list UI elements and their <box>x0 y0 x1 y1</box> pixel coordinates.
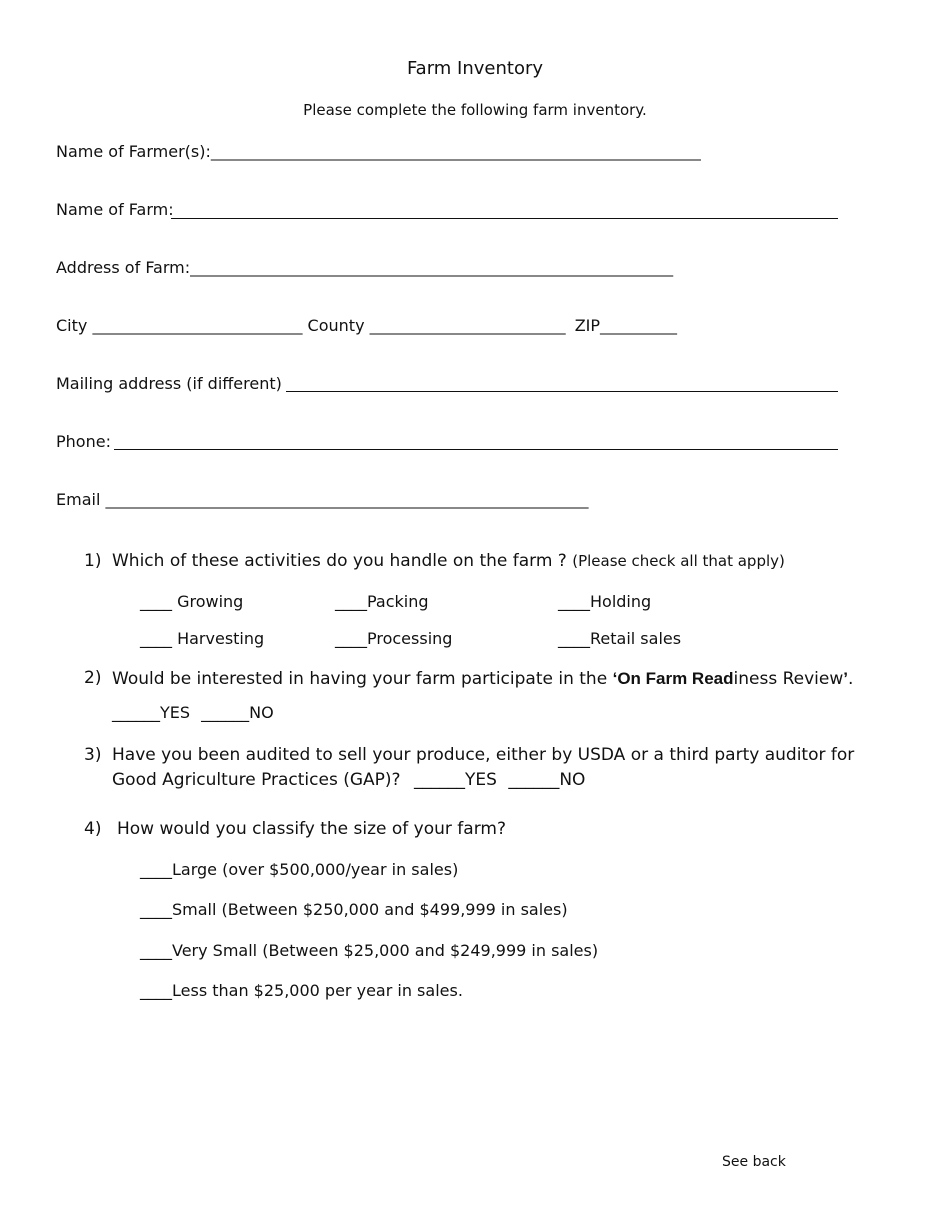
q4-blank[interactable]: ____ <box>140 941 172 960</box>
q1-number: 1) <box>84 551 102 571</box>
q3-text-line2: Good Agriculture Practices (GAP)? <box>112 770 401 790</box>
q1-option-growing[interactable] <box>140 594 243 610</box>
q4-blank[interactable]: ____ <box>140 981 172 1000</box>
q2-yes-blank[interactable]: ______ <box>112 703 160 722</box>
q3-yes-blank[interactable]: ______ <box>413 770 465 790</box>
see-back-note: See back <box>722 1154 786 1170</box>
page-title: Farm Inventory <box>406 58 544 79</box>
email-label: Email <box>56 490 101 509</box>
q1-option-retail-sales[interactable] <box>558 631 681 647</box>
city-county-zip-row <box>56 318 677 334</box>
q2-answer-row <box>112 705 274 721</box>
farmer-name-blank[interactable]: ______________________________________________________________________ <box>210 145 701 161</box>
county-label: County <box>307 316 365 335</box>
q2-no-blank[interactable]: ______ <box>201 703 250 722</box>
q1-note: (Please check all that apply) <box>572 552 785 570</box>
q4-option-less-than-25k[interactable] <box>140 983 463 999</box>
q3-text-line1: Have you been audited to sell your produce, either by USDA or a third party auditor for <box>112 745 855 765</box>
q3-text-line2-row <box>112 772 585 789</box>
address-label: Address of Farm: <box>56 258 191 277</box>
q3-no-label: NO <box>559 770 586 790</box>
q1-option-label: Retail sales <box>590 629 682 648</box>
q4-option-large[interactable] <box>140 862 458 878</box>
q4-number: 4) <box>84 819 102 839</box>
q2-text-row <box>112 670 853 688</box>
email-field[interactable] <box>56 492 588 508</box>
q1-blank[interactable]: ____ <box>558 629 590 648</box>
q1-option-holding[interactable] <box>558 594 651 610</box>
q3-yes-label: YES <box>464 770 497 790</box>
farmer-name-label: Name of Farmer(s): <box>56 142 211 161</box>
q3-number: 3) <box>84 745 102 765</box>
q2-quote-open: ‘ <box>612 669 618 688</box>
q2-number: 2) <box>84 668 102 688</box>
phone-label: Phone: <box>56 432 111 451</box>
address-blank[interactable]: _____________________________________________________________________ <box>190 261 674 277</box>
q1-text-row <box>112 553 785 570</box>
farmer-name-field[interactable] <box>56 144 701 160</box>
page-subtitle: Please complete the following farm inventory. <box>303 101 647 119</box>
q1-option-harvesting[interactable] <box>140 631 264 647</box>
q1-option-label: Growing <box>177 592 244 611</box>
q4-text: How would you classify the size of your farm? <box>117 819 506 839</box>
q1-blank[interactable]: ____ <box>558 592 590 611</box>
q2-period: . <box>847 669 854 689</box>
county-blank[interactable]: ____________________________ <box>369 319 566 335</box>
q1-blank[interactable]: ____ <box>140 629 172 648</box>
q4-option-very-small[interactable] <box>140 943 598 959</box>
q2-quote-close: ’ <box>843 669 848 688</box>
q3-no-blank[interactable]: ______ <box>508 770 560 790</box>
q4-blank[interactable]: ____ <box>140 900 172 919</box>
q1-blank[interactable]: ____ <box>140 592 172 611</box>
q4-option-label: Large (over $500,000/year in sales) <box>172 860 459 879</box>
q1-blank[interactable]: ____ <box>335 629 367 648</box>
q1-option-label: Harvesting <box>177 629 265 648</box>
q2-no-label: NO <box>249 703 274 722</box>
address-field[interactable] <box>56 260 673 276</box>
phone-input-line[interactable] <box>114 449 838 450</box>
q2-text: Would be interested in having your farm participate in the <box>112 669 608 689</box>
farm-name-input-line[interactable] <box>171 218 838 219</box>
zip-label: ZIP <box>574 316 601 335</box>
q4-option-small[interactable] <box>140 902 568 918</box>
city-blank[interactable]: ______________________________ <box>92 319 303 335</box>
q1-option-packing[interactable] <box>335 594 429 610</box>
q1-option-label: Holding <box>590 592 652 611</box>
q2-yes-label: YES <box>160 703 191 722</box>
q4-option-label: Less than $25,000 per year in sales. <box>172 981 463 1000</box>
mailing-address-label: Mailing address (if different) <box>56 374 282 393</box>
q1-text: Which of these activities do you handle on the farm ? <box>112 551 567 571</box>
farm-name-label: Name of Farm: <box>56 200 174 219</box>
email-blank[interactable]: _____________________________________________________________________ <box>105 493 589 509</box>
city-label: City <box>56 316 88 335</box>
zip-blank[interactable]: ___________ <box>600 319 678 335</box>
q4-option-label: Small (Between $250,000 and $499,999 in sales) <box>172 900 568 919</box>
q1-option-label: Packing <box>367 592 429 611</box>
q4-option-label: Very Small (Between $25,000 and $249,999 in sales) <box>172 941 599 960</box>
q1-option-label: Processing <box>367 629 453 648</box>
mailing-address-input-line[interactable] <box>286 391 838 392</box>
q1-option-processing[interactable] <box>335 631 452 647</box>
q2-bold-text: On Farm Read <box>617 669 734 688</box>
q2-text-post: iness Review <box>733 669 844 689</box>
q4-blank[interactable]: ____ <box>140 860 172 879</box>
q1-blank[interactable]: ____ <box>335 592 367 611</box>
